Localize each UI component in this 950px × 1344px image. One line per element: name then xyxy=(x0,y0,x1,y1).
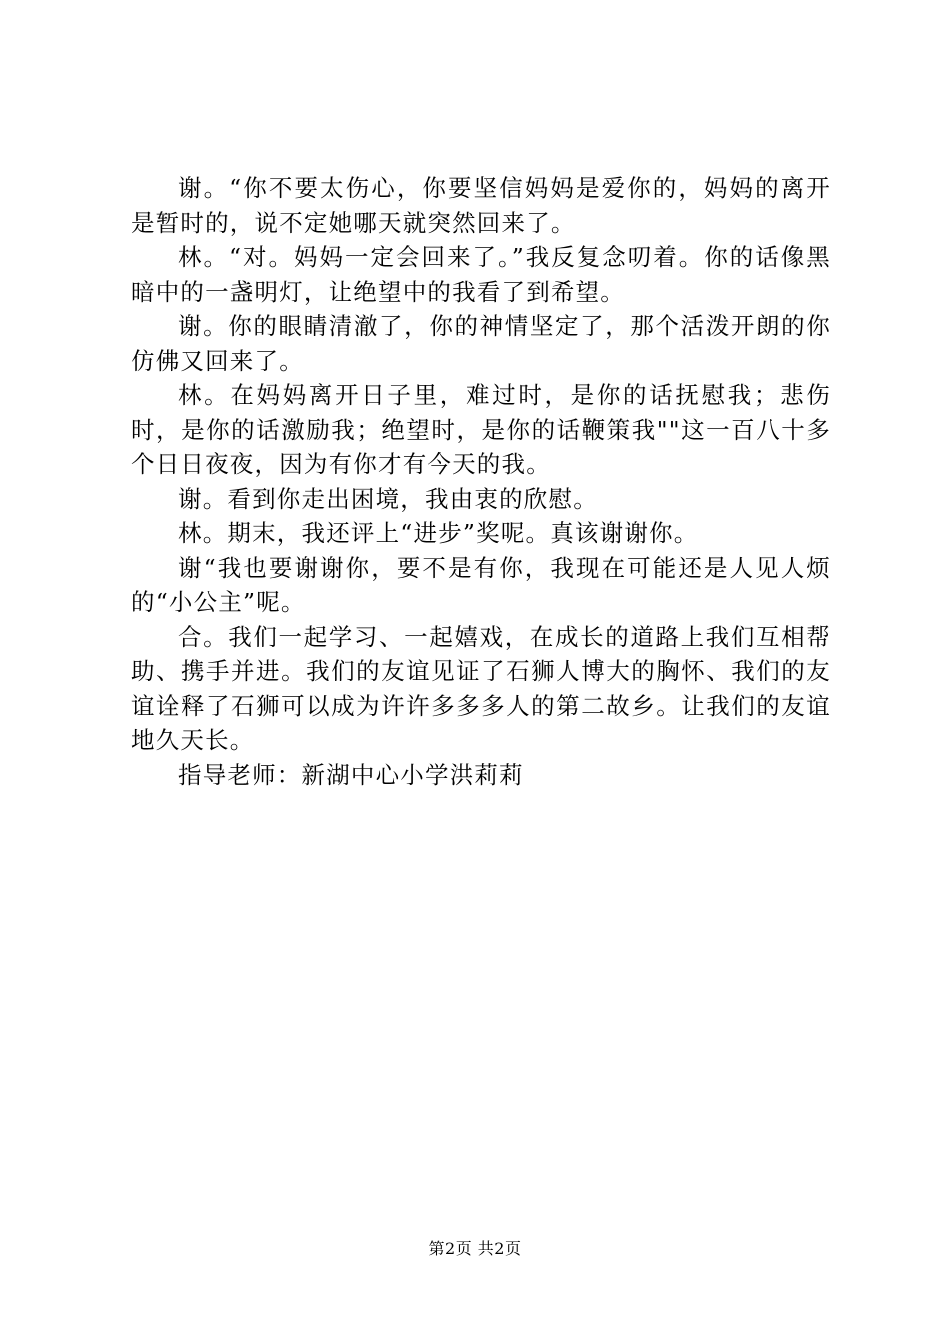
page-number-footer: 第2页 共2页 xyxy=(428,1239,522,1258)
document-body xyxy=(131,171,831,792)
dialogue-paragraph-lin-1: 林。“对。妈妈一定会回来了。”我反复念叨着。你的话像黑暗中的一盏明灯，让绝望中的我看了到希望。 xyxy=(131,243,831,306)
dialogue-paragraph-xie-4: 谢“我也要谢谢你，要不是有你，我现在可能还是人见人烦的“小公主”呢。 xyxy=(131,553,831,616)
dialogue-paragraph-lin-3: 林。期末，我还评上“进步”奖呢。真该谢谢你。 xyxy=(178,519,699,547)
advisor-teacher-line: 指导老师：新湖中心小学洪莉莉 xyxy=(178,760,524,789)
dialogue-paragraph-xie-3: 谢。看到你走出困境，我由衷的欣慰。 xyxy=(178,484,598,513)
dialogue-paragraph-xie-2: 谢。你的眼睛清澈了，你的神情坚定了，那个活泼开朗的你仿佛又回来了。 xyxy=(131,312,831,375)
dialogue-paragraph-xie-1: 谢。“你不要太伤心，你要坚信妈妈是爱你的，妈妈的离开是暂时的，说不定她哪天就突然回来了。 xyxy=(131,174,831,237)
dialogue-paragraph-lin-2: 林。在妈妈离开日子里，难过时，是你的话抚慰我；悲伤时，是你的话激励我；绝望时，是你的话鞭策我""这一百八十多个日日夜夜，因为有你才有今天的我。 xyxy=(131,381,831,478)
dialogue-paragraph-together: 合。我们一起学习、一起嬉戏，在成长的道路上我们互相帮助、携手并进。我们的友谊见证了石狮人博大的胸怀、我们的友谊诠释了石狮可以成为许许多多多人的第二故乡。让我们的友谊地久天长。 xyxy=(131,622,831,754)
